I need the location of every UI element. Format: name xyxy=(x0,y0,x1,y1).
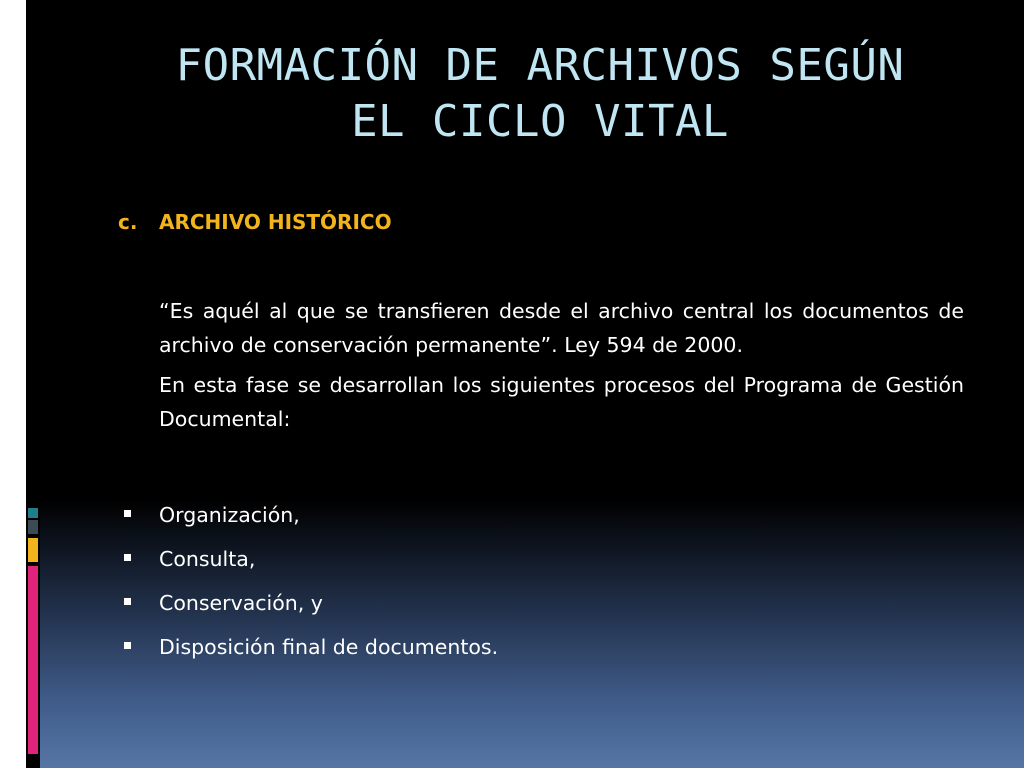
section-heading-text: ARCHIVO HISTÓRICO xyxy=(159,210,392,234)
magenta-accent-bar xyxy=(28,566,38,754)
left-white-margin xyxy=(0,0,26,768)
bullet-square-icon xyxy=(124,598,131,605)
title-line-2: EL CICLO VITAL xyxy=(351,96,729,147)
section-heading xyxy=(118,205,964,239)
list-item xyxy=(118,542,964,586)
process-list xyxy=(118,498,964,674)
bullet-square-icon xyxy=(124,510,131,517)
teal-accent-bar xyxy=(28,508,38,518)
list-item xyxy=(118,586,964,630)
slide-content xyxy=(118,205,964,674)
list-item xyxy=(118,498,964,542)
gold-accent-bar xyxy=(28,538,38,562)
list-item-text: Consulta, xyxy=(159,547,256,571)
list-item-text: Conservación, y xyxy=(159,591,323,615)
slide-title xyxy=(95,38,985,150)
definition-paragraph: “Es aquél al que se transfieren desde el archivo central los documentos de archivo de conservación permanente”. Ley 594 de 2000. xyxy=(159,299,964,357)
bullet-square-icon xyxy=(124,642,131,649)
title-line-1: FORMACIÓN DE ARCHIVOS SEGÚN xyxy=(175,40,905,91)
processes-intro-paragraph: En esta fase se desarrollan los siguientes procesos del Programa de Gestión Documental: xyxy=(159,373,964,431)
slate-accent-bar xyxy=(28,520,38,534)
section-marker: c. xyxy=(118,210,138,234)
list-item-text: Disposición final de documentos. xyxy=(159,635,499,659)
list-item-text: Organización, xyxy=(159,503,300,527)
list-item xyxy=(118,630,964,674)
bullet-square-icon xyxy=(124,554,131,561)
